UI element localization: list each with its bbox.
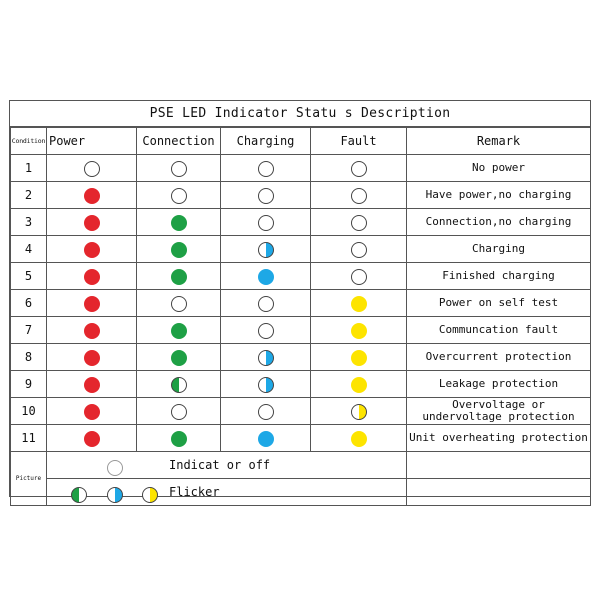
remark-text: Overcurrent protection [425,350,572,363]
table-row [11,344,591,371]
power-led-cell [47,209,137,236]
condition-number: 3 [11,209,47,236]
charging-led-cell [221,398,311,425]
legend-indicate-text: Indicat or off [169,458,271,472]
led-status-table [10,127,591,506]
fault-led-cell [311,317,407,344]
charging-led-icon [258,350,274,366]
fault-led-icon [351,350,367,366]
header-condition: Condition [11,128,47,155]
remark-text: Finished charging [442,269,555,282]
fault-led-cell [311,236,407,263]
condition-number: 2 [11,182,47,209]
connection-led-cell [137,398,221,425]
fault-led-cell [311,290,407,317]
charging-led-icon [258,296,274,312]
connection-led-cell [137,155,221,182]
fault-led-cell [311,371,407,398]
power-led-icon [84,161,100,177]
condition-number: 8 [11,344,47,371]
fault-led-icon [351,377,367,393]
legend-body [11,452,591,506]
connection-led-icon [171,431,187,447]
header-connection: Connection [137,128,221,155]
header-remark: Remark [407,128,591,155]
remark-text: Leakage protection [438,377,559,390]
remark-text: No power [472,161,525,174]
remark-text-line2: undervoltage protection [422,410,575,423]
remark-cell [407,344,591,371]
fault-led-cell [311,344,407,371]
green-flicker-led-icon [71,487,87,503]
fault-led-cell [311,425,407,452]
charging-led-icon [258,377,274,393]
charging-led-cell [221,317,311,344]
charging-led-cell [221,209,311,236]
charging-led-icon [258,161,274,177]
connection-led-icon [171,242,187,258]
connection-led-cell [137,182,221,209]
connection-led-cell [137,317,221,344]
power-led-icon [84,269,100,285]
power-led-cell [47,398,137,425]
connection-led-icon [171,296,187,312]
legend-flicker-leds [71,484,168,503]
charging-led-icon [258,188,274,204]
remark-text: Communcation fault [438,323,559,336]
table-row [11,209,591,236]
condition-number: 9 [11,371,47,398]
fault-led-icon [351,431,367,447]
table-row [11,425,591,452]
connection-led-cell [137,344,221,371]
power-led-cell [47,290,137,317]
charging-led-cell [221,344,311,371]
header-fault: Fault [311,128,407,155]
power-led-icon [84,323,100,339]
connection-led-icon [171,377,187,393]
power-led-cell [47,236,137,263]
remark-text: Have power,no charging [425,188,572,201]
blue-flicker-led-icon [107,487,123,503]
fault-led-icon [351,215,367,231]
connection-led-cell [137,209,221,236]
connection-led-icon [171,350,187,366]
condition-number: 6 [11,290,47,317]
power-led-icon [84,350,100,366]
remark-text: Overvoltage or [452,398,545,411]
legend-row-indicate [11,452,591,479]
power-led-icon [84,242,100,258]
connection-led-cell [137,236,221,263]
charging-led-icon [258,242,274,258]
off-led-icon [107,460,123,476]
charging-led-cell [221,371,311,398]
table-row [11,398,591,425]
power-led-icon [84,215,100,231]
charging-led-cell [221,425,311,452]
fault-led-icon [351,404,367,420]
remark-text: Charging [472,242,525,255]
charging-led-cell [221,182,311,209]
header-power: Power [47,128,137,155]
condition-number: 11 [11,425,47,452]
remark-cell [407,425,591,452]
charging-led-cell [221,236,311,263]
charging-led-icon [258,269,274,285]
remark-cell [407,236,591,263]
power-led-icon [84,431,100,447]
charging-led-icon [258,215,274,231]
led-status-table-sheet [9,100,591,497]
power-led-cell [47,263,137,290]
header-row [11,128,591,155]
remark-cell [407,371,591,398]
power-led-cell [47,425,137,452]
fault-led-icon [351,296,367,312]
power-led-icon [84,188,100,204]
yellow-flicker-led-icon [142,487,158,503]
table-row [11,155,591,182]
remark-text: Power on self test [438,296,559,309]
charging-led-cell [221,290,311,317]
charging-led-icon [258,404,274,420]
condition-number: 4 [11,236,47,263]
table-body [11,155,591,452]
condition-number: 10 [11,398,47,425]
legend-picture-label: Picture [11,452,47,506]
remark-cell [407,182,591,209]
remark-cell [407,290,591,317]
fault-led-icon [351,323,367,339]
connection-led-cell [137,425,221,452]
table-row [11,182,591,209]
remark-text: Connection,no charging [425,215,572,228]
legend-flicker-text: Flicker [169,485,220,499]
connection-led-cell [137,290,221,317]
remark-cell [407,209,591,236]
power-led-cell [47,182,137,209]
remark-cell [407,398,591,425]
charging-led-icon [258,323,274,339]
connection-led-icon [171,404,187,420]
power-led-cell [47,317,137,344]
connection-led-icon [171,188,187,204]
condition-number: 5 [11,263,47,290]
table-title: PSE LED Indicator Statu s Description [10,101,590,127]
fault-led-icon [351,269,367,285]
table-row [11,290,591,317]
fault-led-icon [351,242,367,258]
table-row [11,317,591,344]
connection-led-icon [171,269,187,285]
table-row [11,263,591,290]
condition-number: 1 [11,155,47,182]
power-led-cell [47,371,137,398]
connection-led-icon [171,323,187,339]
legend-flicker-cell [47,479,407,506]
legend-empty-cell [407,452,591,479]
connection-led-cell [137,371,221,398]
fault-led-cell [311,155,407,182]
connection-led-icon [171,161,187,177]
charging-led-icon [258,431,274,447]
power-led-cell [47,155,137,182]
power-led-icon [84,296,100,312]
legend-row-flicker [11,479,591,506]
remark-text: Unit overheating protection [409,431,588,444]
fault-led-cell [311,182,407,209]
condition-number: 7 [11,317,47,344]
header-charging: Charging [221,128,311,155]
fault-led-icon [351,188,367,204]
legend-empty-cell-2 [407,479,591,506]
remark-cell [407,263,591,290]
legend-indicate-cell [47,452,407,479]
power-led-icon [84,377,100,393]
table-row [11,236,591,263]
power-led-cell [47,344,137,371]
fault-led-icon [351,161,367,177]
charging-led-cell [221,263,311,290]
connection-led-cell [137,263,221,290]
connection-led-icon [171,215,187,231]
remark-cell [407,317,591,344]
fault-led-cell [311,209,407,236]
remark-cell [407,155,591,182]
fault-led-cell [311,263,407,290]
charging-led-cell [221,155,311,182]
fault-led-cell [311,398,407,425]
table-row [11,371,591,398]
legend-indicate-leds [107,457,133,476]
power-led-icon [84,404,100,420]
